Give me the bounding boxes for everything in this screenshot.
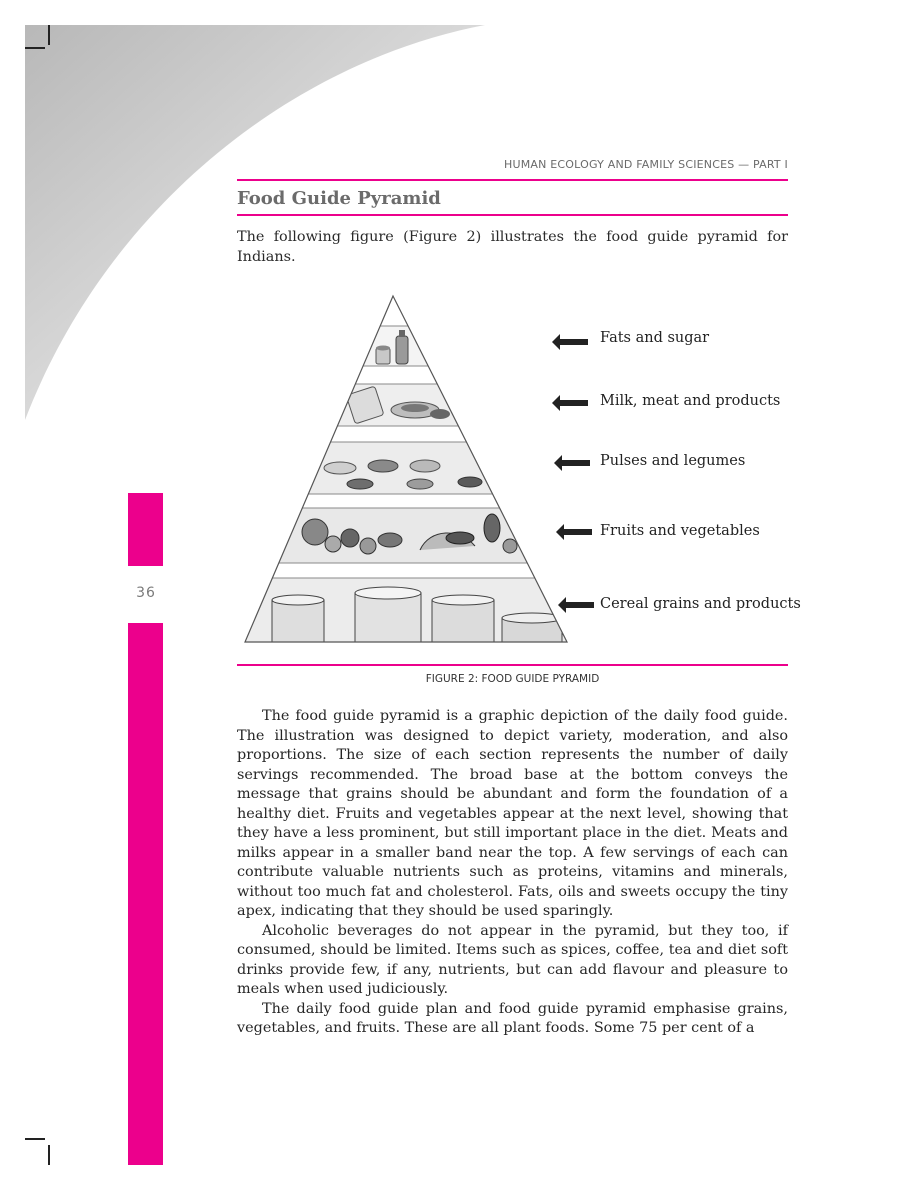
page-number: 36 [136,585,156,601]
body-paragraph: The food guide pyramid is a graphic depiction of the daily food guide. The illustration was designed to depict variety, moderation, and also proportions. The size of each section represents the number of daily servings recommended. The broad base at the bottom conveys the message that grains should be abundant and form the foundation of a healthy diet. Fruits and vegetables appear at the next level, showing that they have a less prominent, but still important place in the diet. Meats and milks appear in a smaller band near the top. A few servings of each can contribute valuable nutrients such as proteins, vitamins and minerals, without too much fat and cholesterol. Fats, oils and sweets occupy the tiny apex, indicating that they should be used sparingly. [237,708,788,919]
body-text [237,707,788,1039]
level-label-cereal-grains: Cereal grains and products [600,596,801,612]
crop-mark-top-h [25,47,45,49]
title-rule [237,214,788,216]
level-label-fats-sugar: Fats and sugar [600,330,710,346]
intro-paragraph: The following figure (Figure 2) illustrates the food guide pyramid for Indians. [237,229,788,265]
level-label-pulses: Pulses and legumes [600,453,746,469]
body-paragraph: The daily food guide plan and food guide pyramid emphasise grains, vegetables, and fruits. These are all plant foods. Some 75 per cent of a [237,1000,788,1036]
figure-caption: FIGURE 2: FOOD GUIDE PYRAMID [425,673,600,685]
body-paragraph: Alcoholic beverages do not appear in the pyramid, but they too, if consumed, should be limited. Items such as spices, coffee, tea and diet soft drinks provide few, if any, nutrients, but can add flavour and pleasure to meals when used judiciously. [237,922,788,997]
running-header: HUMAN ECOLOGY AND FAMILY SCIENCES — PART I [504,158,788,171]
sidebar-bar-upper [128,493,163,566]
crop-mark-bottom-v [48,1145,50,1165]
header-rule [237,179,788,181]
section-title: Food Guide Pyramid [237,188,441,209]
sidebar-bar-lower [128,623,163,1165]
level-label-milk-meat: Milk, meat and products [600,393,781,409]
level-label-fruits-vegetables: Fruits and vegetables [600,523,760,539]
food-pyramid-figure [230,288,830,658]
crop-mark-top-v [48,25,50,45]
figure-rule [237,664,788,666]
crop-mark-bottom-h [25,1138,45,1140]
